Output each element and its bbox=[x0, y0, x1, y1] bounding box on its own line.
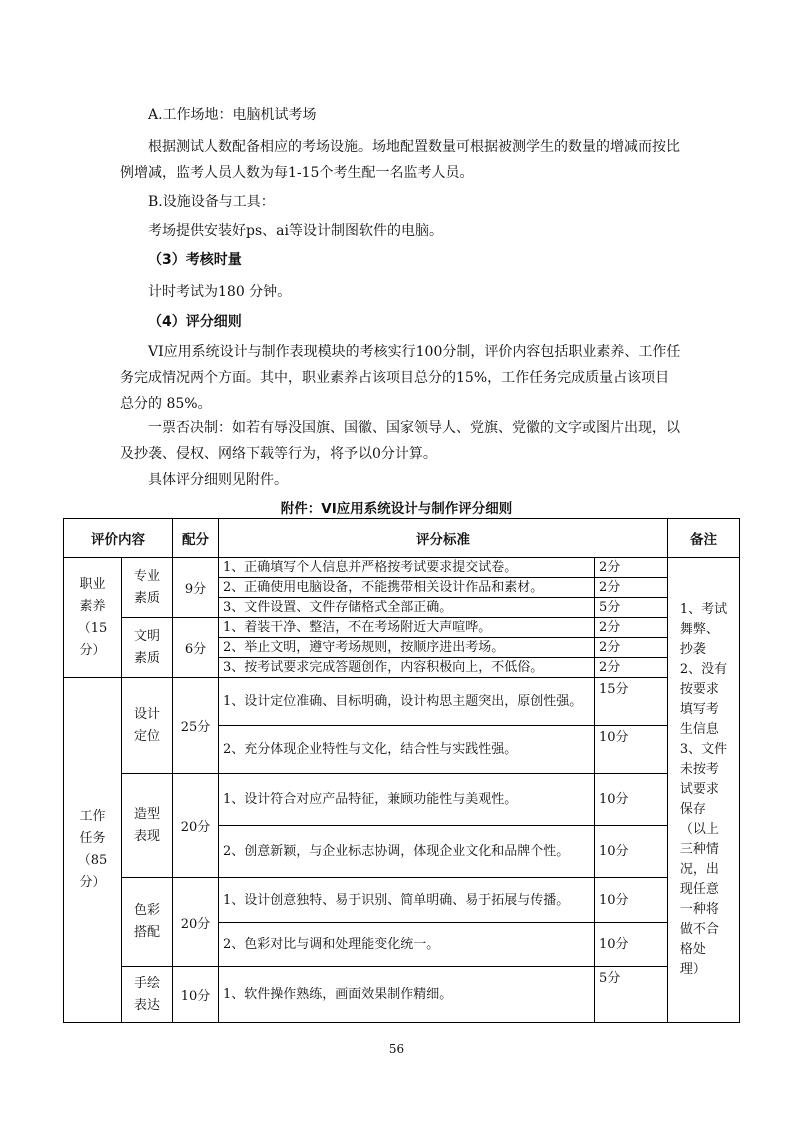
para-site: A.工作场地：电脑机试考场 bbox=[148, 107, 317, 123]
header-standard: 评分标准 bbox=[219, 519, 668, 558]
criterion-points: 10分 bbox=[595, 923, 668, 967]
criterion: 3、按考试要求完成答题创作，内容积极向上，不低俗。 bbox=[219, 658, 595, 678]
header-score: 配分 bbox=[173, 519, 219, 558]
para-site-desc: 根据测试人数配备相应的考场设施。场地配置数量可根据被测学生的数量的增减而按比例增减，监考人员人数为每1-15个考生配一名监考人员。 bbox=[120, 139, 680, 181]
score-color-matching: 20分 bbox=[173, 878, 219, 967]
criterion: 2、正确使用电脑设备，不能携带相关设计作品和素材。 bbox=[219, 578, 595, 598]
criterion: 2、创意新颖，与企业标志协调，体现企业文化和品牌个性。 bbox=[219, 826, 595, 878]
criterion-points: 5分 bbox=[595, 967, 668, 1023]
sub-civility: 文明 素质 bbox=[122, 618, 173, 678]
remarks-text: 1、考试 舞弊、 抄袭 2、没有 按要求 填写考 生信息 3、文件 未按考 试要求 保存 （以上 三种情 况，出 现任意 一种将 做不合 格处 理） bbox=[679, 602, 728, 977]
sub-form-expression: 造型 表现 bbox=[122, 774, 173, 878]
criterion: 1、设计符合对应产品特征，兼顾功能性与美观性。 bbox=[219, 774, 595, 826]
para-equipment: B.设施设备与工具： bbox=[148, 194, 275, 210]
criterion: 2、举止文明，遵守考场规则，按顺序进出考场。 bbox=[219, 638, 595, 658]
criterion: 2、色彩对比与调和处理能变化统一。 bbox=[219, 923, 595, 967]
para-appendix: 具体评分细则见附件。 bbox=[148, 472, 288, 488]
criterion-points: 10分 bbox=[595, 726, 668, 774]
score-design-positioning: 25分 bbox=[173, 678, 219, 774]
para-scoring: VI应用系统设计与制作表现模块的考核实行100分制，评价内容包括职业素养、工作任务完成情况两个方面。其中，职业素养占该项目总分的15%，工作任务完成质量占该项目总分的 85%。 bbox=[120, 344, 681, 412]
group-professional: 职业 素养 （15分） bbox=[64, 558, 122, 678]
table-row bbox=[64, 618, 740, 638]
table-row bbox=[64, 967, 740, 1023]
sub-color-matching: 色彩 搭配 bbox=[122, 878, 173, 967]
criterion: 3、文件设置、文件存储格式全部正确。 bbox=[219, 598, 595, 618]
criterion-points: 2分 bbox=[595, 638, 668, 658]
remarks-cell bbox=[668, 558, 740, 1023]
table-row bbox=[64, 678, 740, 726]
criterion-points: 5分 bbox=[595, 598, 668, 618]
sub-professional-quality: 专业 素质 bbox=[122, 558, 173, 618]
group-work-task: 工作 任务 （85分） bbox=[64, 678, 122, 1023]
table-row bbox=[64, 558, 740, 578]
para-veto: 一票否决制：如若有辱没国旗、国徽、国家领导人、党旗、党徽的文字或图片出现，以及抄袭、侵权、网络下载等行为，将予以0分计算。 bbox=[120, 420, 680, 462]
criterion: 1、设计创意独特、易于识别、简单明确、易于拓展与传播。 bbox=[219, 878, 595, 923]
criterion-points: 2分 bbox=[595, 658, 668, 678]
scoring-table bbox=[63, 518, 740, 1023]
criterion-points: 10分 bbox=[595, 826, 668, 878]
header-content: 评价内容 bbox=[64, 519, 173, 558]
page-number: 56 bbox=[388, 1042, 405, 1056]
score-civility: 6分 bbox=[173, 618, 219, 678]
criterion-points: 2分 bbox=[595, 618, 668, 638]
table-row bbox=[64, 774, 740, 826]
criterion-points: 10分 bbox=[595, 774, 668, 826]
header-note: 备注 bbox=[668, 519, 740, 558]
criterion: 1、着装干净、整洁，不在考场附近大声喧哗。 bbox=[219, 618, 595, 638]
criterion-points: 10分 bbox=[595, 878, 668, 923]
sub-design-positioning: 设计 定位 bbox=[122, 678, 173, 774]
heading-scoring: （4）评分细则 bbox=[148, 314, 242, 330]
heading-duration: （3）考核时量 bbox=[148, 252, 242, 268]
table-row bbox=[64, 878, 740, 923]
score-form-expression: 20分 bbox=[173, 774, 219, 878]
criterion: 1、设计定位准确、目标明确，设计构思主题突出，原创性强。 bbox=[219, 678, 595, 726]
score-professional-quality: 9分 bbox=[173, 558, 219, 618]
criterion-points: 2分 bbox=[595, 578, 668, 598]
score-hand-drawing: 10分 bbox=[173, 967, 219, 1023]
criterion: 2、充分体现企业特性与文化，结合性与实践性强。 bbox=[219, 726, 595, 774]
criterion-points: 15分 bbox=[595, 678, 668, 726]
criterion: 1、软件操作熟练，画面效果制作精细。 bbox=[219, 967, 595, 1023]
criterion-points: 2分 bbox=[595, 558, 668, 578]
para-equipment-desc: 考场提供安装好ps、ai等设计制图软件的电脑。 bbox=[148, 223, 443, 239]
table-caption: 附件：VI应用系统设计与制作评分细则 bbox=[280, 501, 513, 517]
para-duration: 计时考试为180 分钟。 bbox=[148, 284, 292, 300]
table-header-row bbox=[64, 519, 740, 558]
criterion: 1、正确填写个人信息并严格按考试要求提交试卷。 bbox=[219, 558, 595, 578]
sub-hand-drawing: 手绘 表达 bbox=[122, 967, 173, 1023]
